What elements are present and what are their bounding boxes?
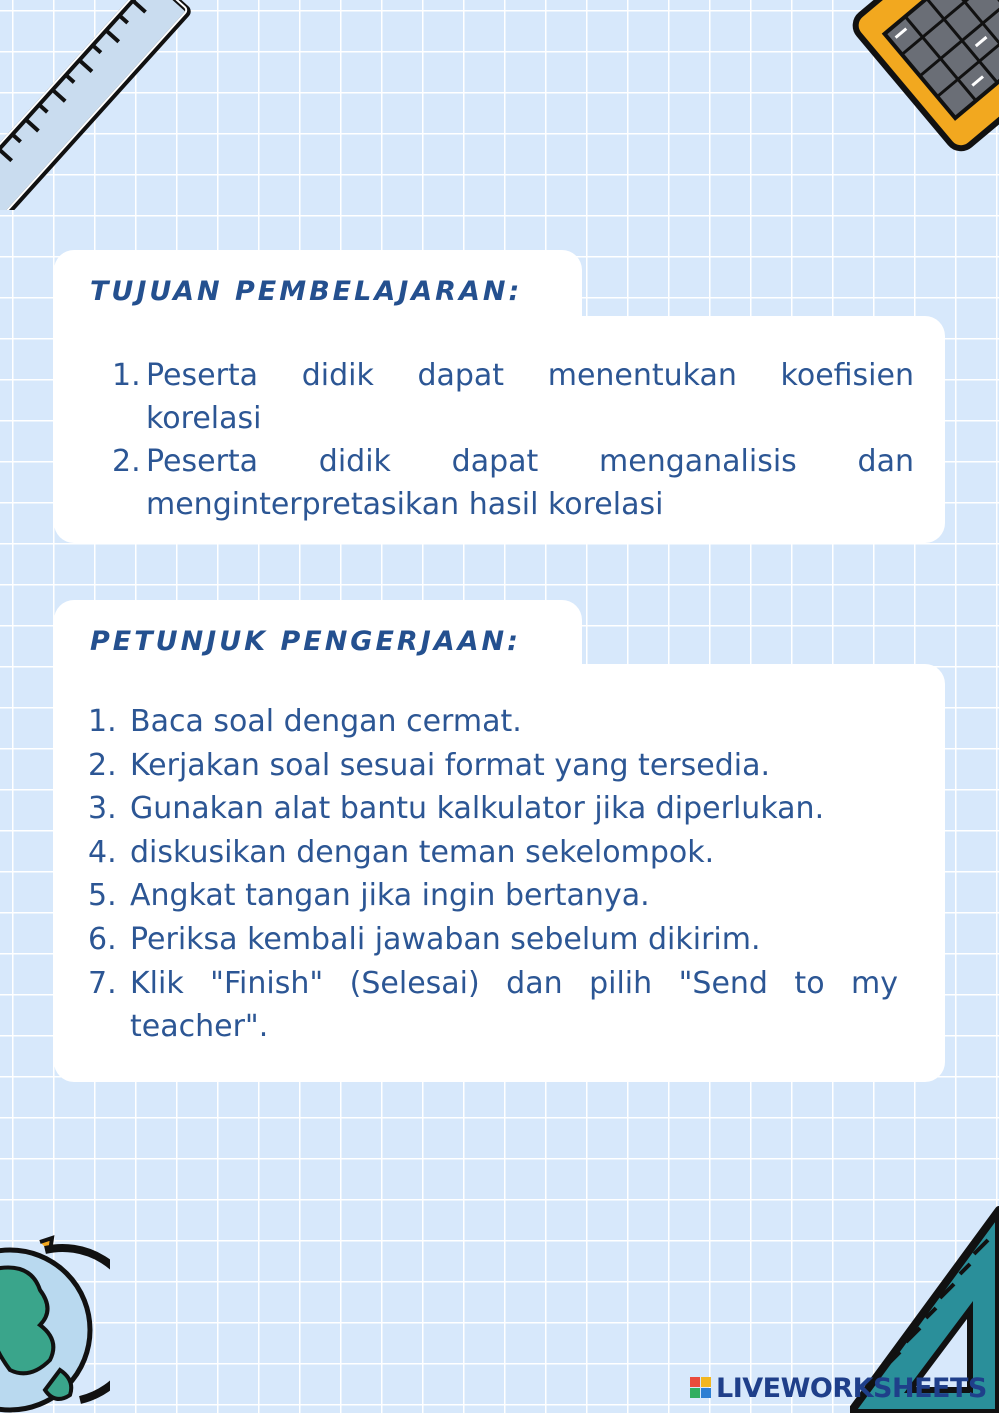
list-item-text: Peserta didik dapat menganalisis dan xyxy=(146,444,914,479)
list-item-text: Peserta didik dapat menentukan koefisien xyxy=(146,358,914,393)
list-number: 3. xyxy=(88,791,117,827)
list-item xyxy=(88,918,898,962)
list-item xyxy=(88,744,898,788)
globe-icon xyxy=(0,1230,110,1413)
list-item-text-continued: korelasi xyxy=(146,401,262,436)
liveworksheets-logo-icon xyxy=(690,1377,712,1399)
list-item xyxy=(88,831,898,875)
list-item-text: Periksa kembali jawaban sebelum dikirim. xyxy=(130,921,761,957)
list-number: 2. xyxy=(88,747,117,783)
list-item xyxy=(88,700,898,744)
list-number: 1. xyxy=(112,358,141,393)
list-item xyxy=(112,354,914,440)
ruler-icon xyxy=(0,0,200,210)
list-item-text: Gunakan alat bantu kalkulator jika diperlukan. xyxy=(130,791,825,827)
list-item-text: Angkat tangan jika ingin bertanya. xyxy=(130,878,650,914)
list-number: 5. xyxy=(88,878,117,914)
list-number: 4. xyxy=(88,834,117,870)
list-item-text: Klik "Finish" (Selesai) dan pilih "Send to my xyxy=(130,965,898,1001)
calculator-icon xyxy=(845,0,999,165)
list-item-text: Baca soal dengan cermat. xyxy=(130,704,522,739)
learning-objectives-title: TUJUAN PEMBELAJARAN: xyxy=(90,276,523,307)
list-number: 7. xyxy=(88,965,117,1001)
list-item xyxy=(112,440,914,526)
list-item xyxy=(88,962,898,1049)
list-number: 6. xyxy=(88,921,117,957)
list-number: 2. xyxy=(112,444,141,479)
learning-objectives-card xyxy=(54,250,945,543)
list-item-text-continued: menginterpretasikan hasil korelasi xyxy=(146,487,664,522)
instructions-list xyxy=(88,700,898,1049)
list-item-text: Kerjakan soal sesuai format yang tersedia. xyxy=(130,747,770,783)
list-number: 1. xyxy=(88,704,117,739)
instructions-title: PETUNJUK PENGERJAAN: xyxy=(90,626,521,657)
list-item-text-continued: teacher". xyxy=(130,1009,269,1045)
list-item xyxy=(88,874,898,918)
instructions-card xyxy=(54,600,945,1082)
watermark-text: LIVEWORKSHEETS xyxy=(716,1372,987,1404)
list-item xyxy=(88,787,898,831)
liveworksheets-watermark xyxy=(690,1372,987,1404)
learning-objectives-list xyxy=(112,354,914,526)
list-item-text: diskusikan dengan teman sekelompok. xyxy=(130,834,715,870)
